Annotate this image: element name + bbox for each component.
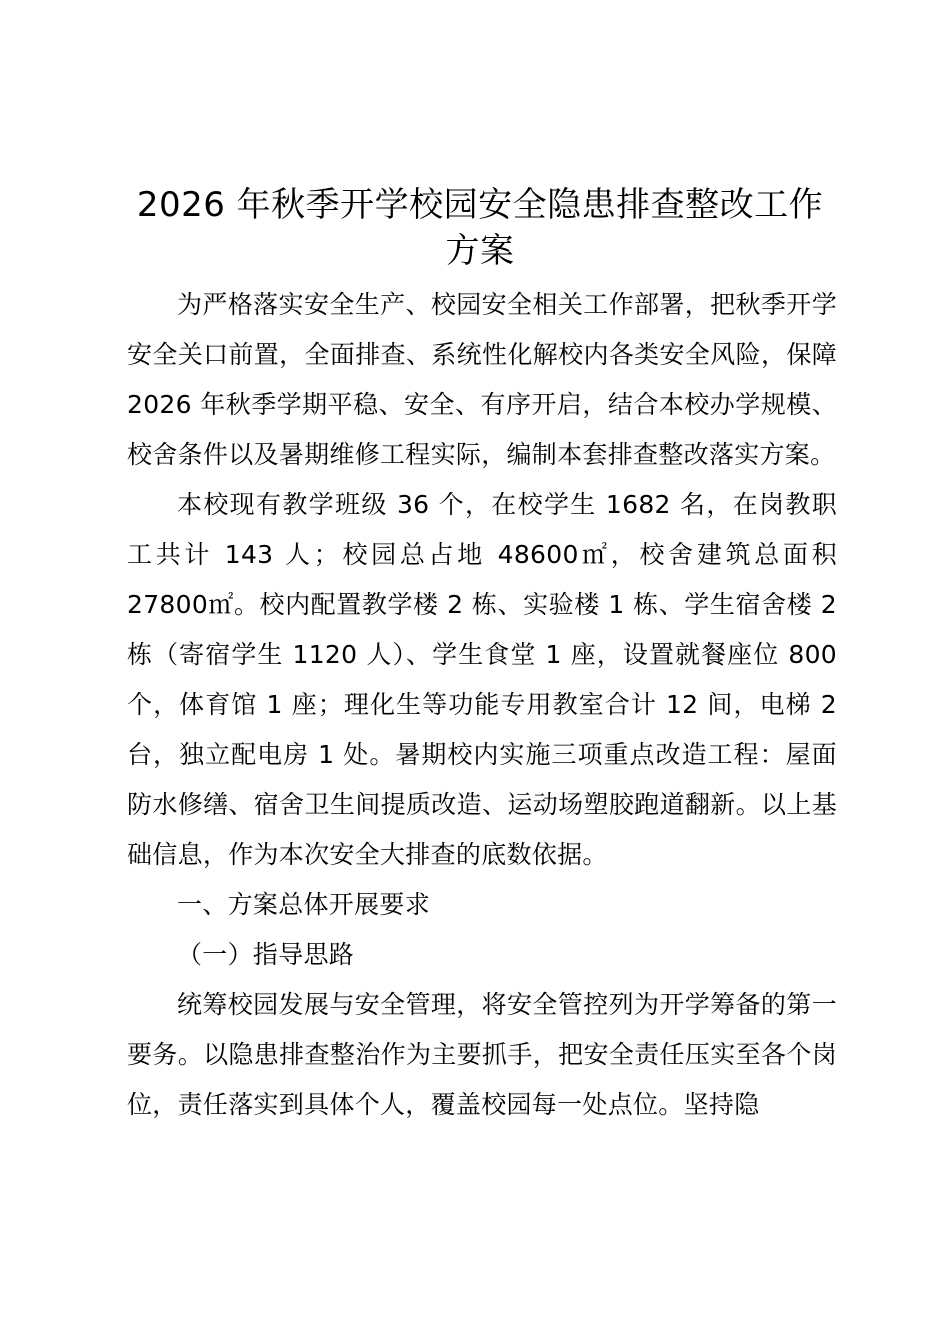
document-title: 2026 年秋季开学校园安全隐患排查整改工作方案 (136, 185, 824, 271)
intro-paragraph: 为严格落实安全生产、校园安全相关工作部署，把秋季开学安全关口前置，全面排查、系统性化解校内各类安全风险，保障 2026 年秋季学期平稳、安全、有序开启，结合本校办学规模、校舍条件以及暑期维修工程实际，编制本套排查整改落实方案。 (127, 290, 837, 469)
document-body (127, 280, 837, 1130)
section-heading: 一、方案总体开展要求 (177, 890, 431, 919)
subsection-heading: （一）指导思路 (177, 940, 355, 969)
basic-info-paragraph: 本校现有教学班级 36 个，在校学生 1682 名，在岗教职工共计 143 人；校园总占地 48600㎡，校舍建筑总面积 27800㎡。校内配置教学楼 2 栋、实验楼 1 栋、学生宿舍楼 2 栋（寄宿学生 1120 人）、学生食堂 1 座，设置就餐座位 800 个，体育馆 1 座；理化生等功能专用教室合计 12 间，电梯 2 台，独立配电房 1 处。暑期校内实施三项重点改造工程：屋面防水修缮、宿舍卫生间提质改造、运动场塑胶跑道翻新。以上基础信息，作为本次安全大排查的底数依据。 (127, 490, 837, 869)
guiding-paragraph: 统筹校园发展与安全管理，将安全管控列为开学筹备的第一要务。以隐患排查整治作为主要抓手，把安全责任压实至各个岗位，责任落实到具体个人，覆盖校园每一处点位。坚持隐 (127, 990, 837, 1119)
